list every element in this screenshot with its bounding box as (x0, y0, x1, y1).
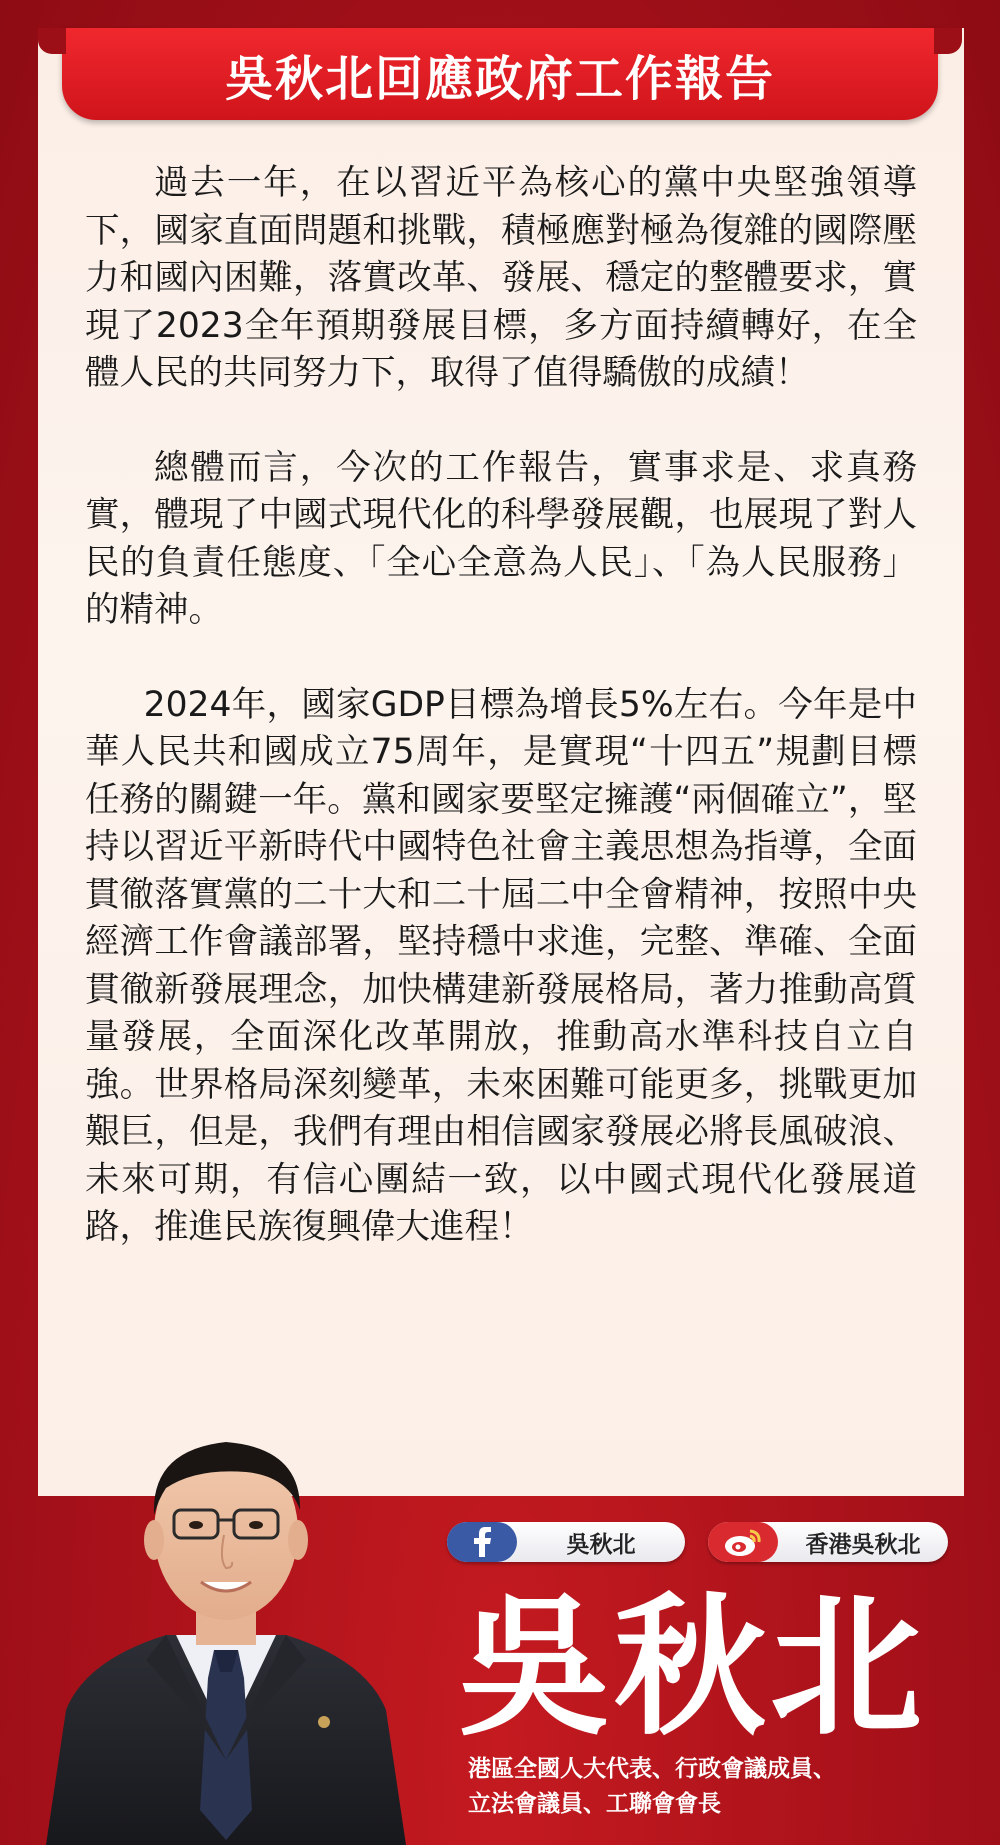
paragraph-1: 過去一年，在以習近平為核心的黨中央堅強領導下，國家直面問題和挑戰，積極應對極為復雜的國際壓力和國內困難，落實改革、發展、穩定的整體要求，實現了2023全年預期發展目標，多方面持續轉好，在全體人民的共同努力下，取得了值得驕傲的成績！ (85, 163, 917, 393)
title-banner (62, 28, 938, 120)
weibo-icon (708, 1522, 778, 1562)
facebook-badge[interactable] (447, 1522, 685, 1562)
article-body (85, 160, 917, 1299)
facebook-icon (447, 1522, 517, 1562)
paragraph-2: 總體而言，今次的工作報告，實事求是、求真務實，體現了中國式現代化的科學發展觀，也展現了對人民的負責任態度、「全心全意為人民」、「為人民服務」的精神。 (85, 447, 917, 630)
facebook-label: 吳秋北 (566, 1531, 636, 1558)
name-heading: 吳秋北 (458, 1579, 926, 1756)
position-titles (468, 1752, 988, 1822)
titles-line-2: 立法會議員、工聯會會長 (468, 1791, 721, 1817)
weibo-badge[interactable] (708, 1522, 948, 1562)
titles-line-1: 港區全國人大代表、行政會議成員、 (468, 1756, 836, 1782)
weibo-label: 香港吳秋北 (805, 1531, 921, 1558)
banner-fold-left (38, 28, 66, 54)
portrait-photo (26, 1410, 426, 1845)
paragraph-3: 2024年，國家GDP目標為增長5%左右。今年是中華人民共和國成立75周年，是實現“十四五”規劃目標任務的關鍵一年。黨和國家要堅定擁護“兩個確立”，堅持以習近平新時代中國特色社會主義思想為指導，全面貫徹落實黨的二十大和二十屆二中全會精神，按照中央經濟工作會議部署，堅持穩中求進，完整、準確、全面貫徹新發展理念，加快構建新發展格局，著力推動高質量發展，全面深化改革開放，推動高水準科技自立自強。世界格局深刻變革，未來困難可能更多，挑戰更加艱巨，但是，我們有理由相信國家發展必將長風破浪、未來可期，有信心團結一致，以中國式現代化發展道路，推進民族復興偉大進程！ (85, 684, 917, 1247)
page-title: 吳秋北回應政府工作報告 (224, 50, 775, 107)
